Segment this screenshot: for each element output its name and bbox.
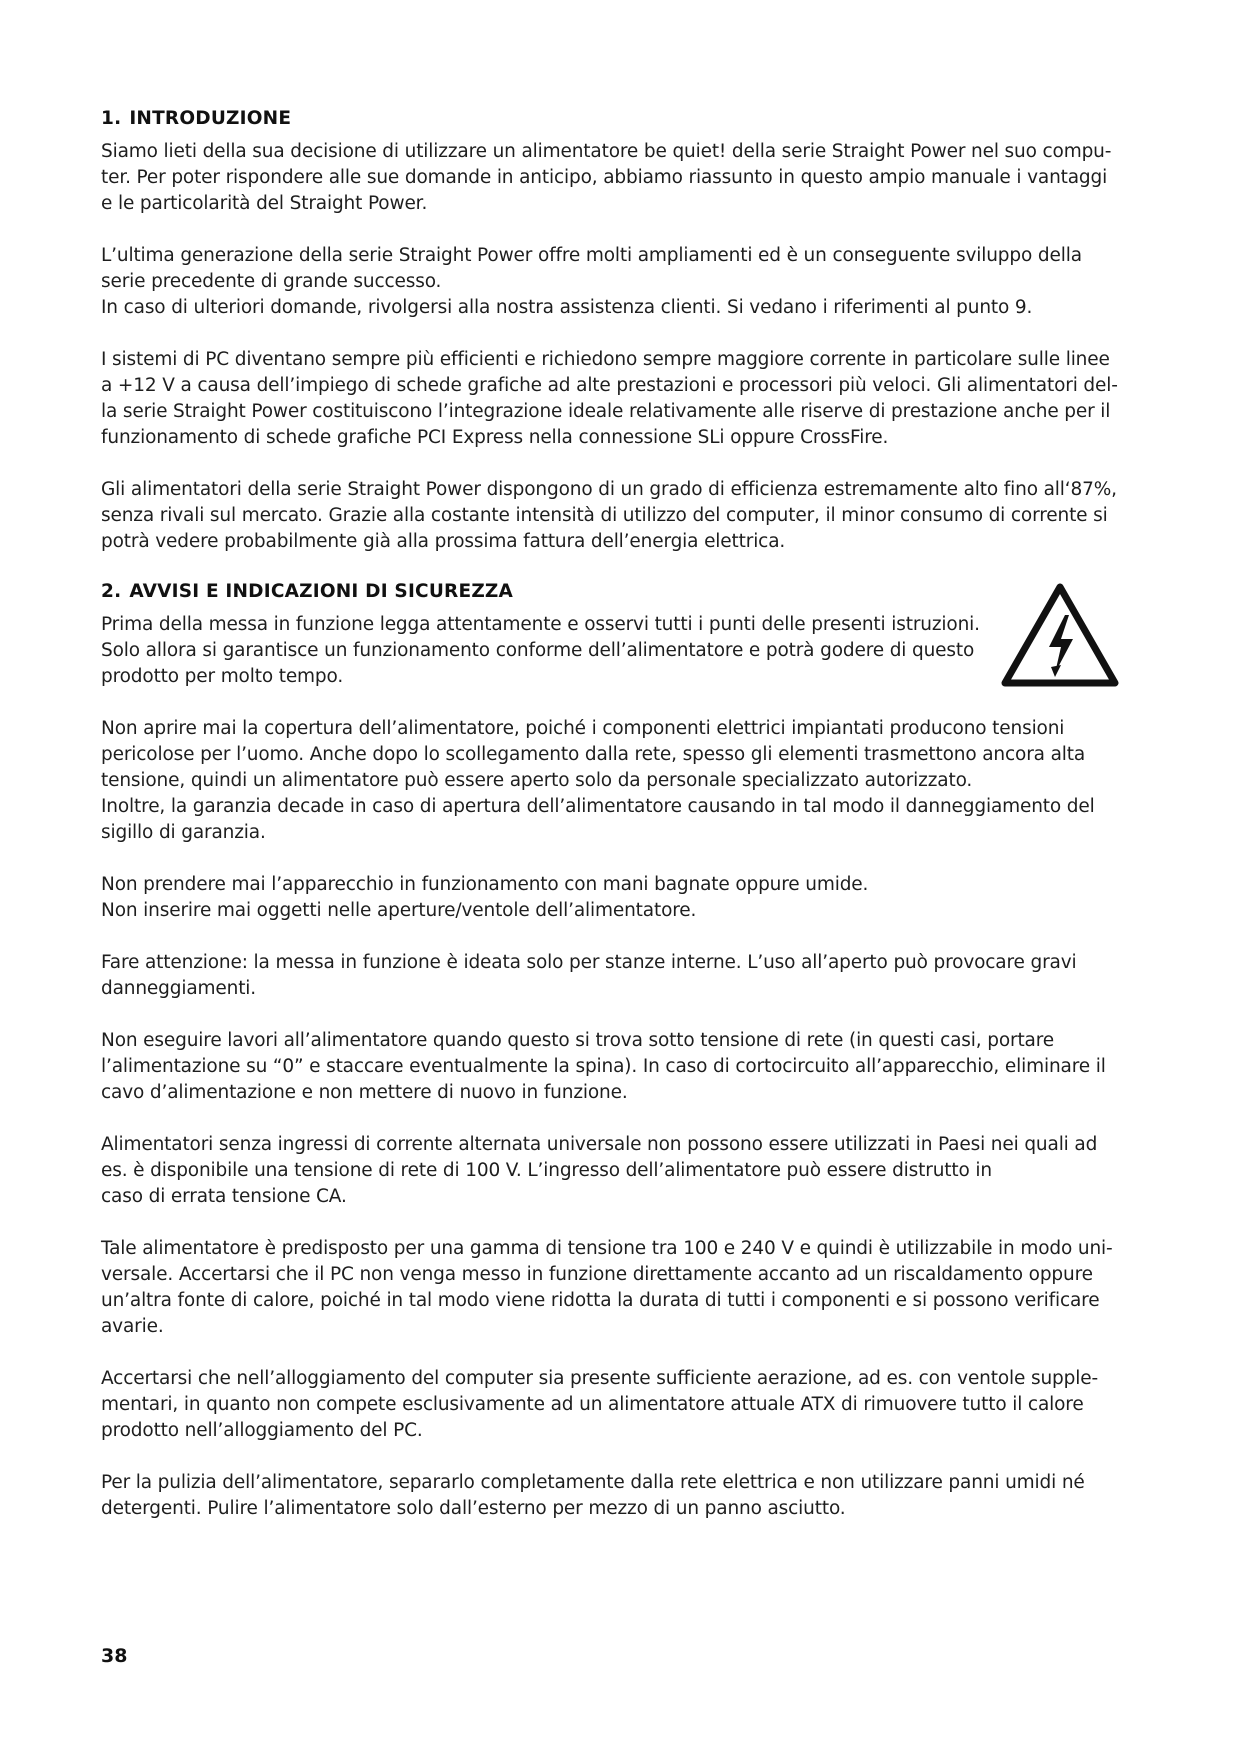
text-line: Solo allora si garantisce un funzionamento conforme dell’alimentatore e potrà godere di questo	[101, 640, 975, 661]
text-line: Non prendere mai l’apparecchio in funzionamento con mani bagnate oppure umide.	[101, 874, 869, 895]
text-line: ter. Per poter rispondere alle sue domande in anticipo, abbiamo riassunto in questo ampio manuale i vantaggi	[101, 167, 1108, 188]
text-line: Prima della messa in funzione legga attentamente e osservi tutti i punti delle presenti istruzioni.	[101, 614, 980, 635]
text-line: es. è disponibile una tensione di rete di 100 V. L’ingresso dell’alimentatore può essere distrutto in	[101, 1160, 992, 1181]
section-heading-2	[101, 581, 1141, 602]
text-line: caso di errata tensione CA.	[101, 1186, 347, 1207]
paragraph	[101, 1366, 1141, 1444]
text-line: Non eseguire lavori all’alimentatore quando questo si trova sotto tensione di rete (in questi casi, portare	[101, 1030, 1055, 1051]
text-line: senza rivali sul mercato. Grazie alla costante intensità di utilizzo del computer, il minor consumo di corrente si	[101, 505, 1108, 526]
text-line: L’ultima generazione della serie Straight Power offre molti ampliamenti ed è un conseguente sviluppo della	[101, 245, 1082, 266]
text-line: potrà vedere probabilmente già alla prossima fattura dell’energia elettrica.	[101, 531, 786, 552]
section-sicurezza	[101, 581, 1141, 1522]
paragraph	[101, 477, 1141, 555]
high-voltage-warning-icon	[999, 581, 1121, 693]
text-line: a +12 V a causa dell’impiego di schede grafiche ad alte prestazioni e processori più veloci. Gli alimentatori del-	[101, 375, 1118, 396]
text-line: In caso di ulteriori domande, rivolgersi alla nostra assistenza clienti. Si vedano i riferimenti al punto 9.	[101, 297, 1033, 318]
text-line: Accertarsi che nell’alloggiamento del computer sia presente sufficiente aerazione, ad es. con ventole supple-	[101, 1368, 1098, 1389]
text-line: prodotto nell’alloggiamento del PC.	[101, 1420, 423, 1441]
text-line: mentari, in quanto non compete esclusivamente ad un alimentatore attuale ATX di rimuovere tutto il calore	[101, 1394, 1084, 1415]
text-line: funzionamento di schede grafiche PCI Express nella connessione SLi oppure CrossFire.	[101, 427, 889, 448]
text-line: Non aprire mai la copertura dell’alimentatore, poiché i componenti elettrici impiantati producono tensioni	[101, 718, 1065, 739]
text-line: Per la pulizia dell’alimentatore, separarlo completamente dalla rete elettrica e non utilizzare panni umidi né	[101, 1472, 1085, 1493]
text-line: Non inserire mai oggetti nelle aperture/ventole dell’alimentatore.	[101, 900, 697, 921]
page-number: 38	[101, 1645, 128, 1667]
text-line: e le particolarità del Straight Power.	[101, 193, 428, 214]
paragraph	[101, 612, 1141, 690]
section-title: AVVISI E INDICAZIONI DI SICUREZZA	[129, 581, 514, 602]
paragraph	[101, 1132, 1141, 1210]
paragraph	[101, 1470, 1141, 1522]
text-line: sigillo di garanzia.	[101, 822, 266, 843]
paragraph	[101, 139, 1141, 217]
paragraph	[101, 872, 1141, 924]
paragraph	[101, 243, 1141, 321]
text-line: cavo d’alimentazione e non mettere di nuovo in funzione.	[101, 1082, 628, 1103]
paragraph	[101, 1236, 1141, 1340]
text-line: Tale alimentatore è predisposto per una gamma di tensione tra 100 e 240 V e quindi è utilizzabile in modo uni-	[101, 1238, 1113, 1259]
section-heading-1	[101, 108, 1141, 129]
text-line: la serie Straight Power costituiscono l’integrazione ideale relativamente alle riserve di prestazione anche per il	[101, 401, 1111, 422]
text-line: serie precedente di grande successo.	[101, 271, 442, 292]
text-line: avarie.	[101, 1316, 164, 1337]
paragraph	[101, 347, 1141, 451]
text-line: Alimentatori senza ingressi di corrente alternata universale non possono essere utilizzati in Paesi nei quali ad	[101, 1134, 1098, 1155]
text-line: un’altra fonte di calore, poiché in tal modo viene ridotta la durata di tutti i componenti e si possono verificare	[101, 1290, 1100, 1311]
text-line: prodotto per molto tempo.	[101, 666, 344, 687]
text-line: pericolose per l’uomo. Anche dopo lo scollegamento dalla rete, spesso gli elementi trasmettono ancora alta	[101, 744, 1086, 765]
text-line: Fare attenzione: la messa in funzione è ideata solo per stanze interne. L’uso all’aperto può provocare gravi	[101, 952, 1077, 973]
text-line: danneggiamenti.	[101, 978, 257, 999]
paragraph	[101, 950, 1141, 1002]
page-content	[101, 108, 1141, 1548]
text-line: versale. Accertarsi che il PC non venga messo in funzione direttamente accanto ad un riscaldamento oppure	[101, 1264, 1093, 1285]
text-line: Siamo lieti della sua decisione di utilizzare un alimentatore be quiet! della serie Straight Power nel suo compu-	[101, 141, 1112, 162]
text-line: Gli alimentatori della serie Straight Power dispongono di un grado di efficienza estremamente alto fino all‘87%,	[101, 479, 1117, 500]
section-introduzione	[101, 108, 1141, 555]
text-line: tensione, quindi un alimentatore può essere aperto solo da personale specializzato autorizzato.	[101, 770, 973, 791]
text-line: I sistemi di PC diventano sempre più efficienti e richiedono sempre maggiore corrente in particolare sulle linee	[101, 349, 1110, 370]
text-line: l’alimentazione su “0” e staccare eventualmente la spina). In caso di cortocircuito all’apparecchio, eliminare il	[101, 1056, 1106, 1077]
text-line: Inoltre, la garanzia decade in caso di apertura dell’alimentatore causando in tal modo il danneggiamento del	[101, 796, 1095, 817]
section-number: 1.	[101, 108, 122, 129]
paragraph	[101, 716, 1141, 846]
section-number: 2.	[101, 581, 122, 602]
text-line: detergenti. Pulire l’alimentatore solo dall’esterno per mezzo di un panno asciutto.	[101, 1498, 846, 1519]
section-title: INTRODUZIONE	[129, 108, 292, 129]
paragraph	[101, 1028, 1141, 1106]
